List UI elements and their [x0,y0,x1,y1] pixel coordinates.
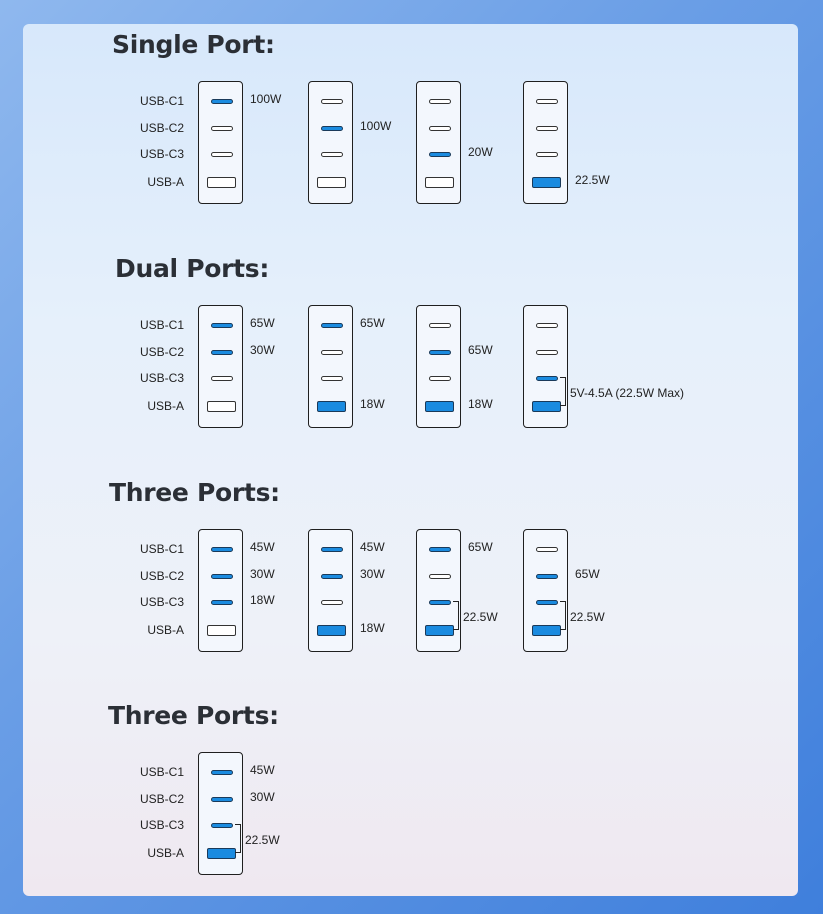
usb-c-port [321,600,343,605]
usb-a-port [532,625,561,636]
charger-diagram [416,529,461,652]
usb-a-port [317,401,346,412]
shared-power-label: 22.5W [570,609,605,624]
power-label: 18W [250,593,275,607]
usb-c-port [321,152,343,157]
port-label: USB-C2 [139,345,184,359]
usb-c-port [536,547,558,552]
usb-a-port [532,177,561,188]
charger-diagram [523,81,568,204]
usb-c-port [429,574,451,579]
port-label: USB-C1 [139,542,184,556]
charger-diagram [198,752,243,875]
power-label: 65W [468,540,493,554]
section-title: Three Ports: [108,701,279,730]
usb-a-port [207,401,236,412]
charger-diagram [308,305,353,428]
usb-c-port [321,126,343,131]
power-label: 65W [360,316,385,330]
usb-c-port [536,350,558,355]
power-label: 65W [250,316,275,330]
usb-c-port [321,99,343,104]
port-label: USB-C1 [139,94,184,108]
usb-c-port [429,350,451,355]
port-label: USB-A [147,846,184,860]
power-label: 30W [360,567,385,581]
usb-c-port [211,797,233,802]
usb-a-port [425,177,454,188]
port-label: USB-C1 [139,318,184,332]
usb-c-port [429,600,451,605]
power-label: 18W [468,397,493,411]
power-label: 22.5W [575,173,610,187]
power-label: 65W [575,567,600,581]
usb-c-port [429,99,451,104]
port-label: USB-A [147,399,184,413]
usb-a-port [317,625,346,636]
usb-c-port [429,376,451,381]
charger-diagram [198,305,243,428]
usb-c-port [211,770,233,775]
usb-c-port [429,126,451,131]
charger-diagram [198,81,243,204]
port-label: USB-C3 [139,595,184,609]
usb-a-port [207,625,236,636]
power-label: 45W [250,540,275,554]
usb-c-port [429,152,451,157]
usb-c-port [536,99,558,104]
usb-c-port [211,152,233,157]
usb-a-port [425,401,454,412]
power-label: 20W [468,145,493,159]
usb-c-port [321,547,343,552]
usb-c-port [211,323,233,328]
port-label: USB-C3 [139,371,184,385]
charger-diagram [523,305,568,428]
usb-a-port [207,177,236,188]
port-label: USB-C3 [139,147,184,161]
usb-c-port [536,574,558,579]
port-label: USB-C2 [139,121,184,135]
charger-diagram [416,81,461,204]
usb-c-port [321,323,343,328]
usb-c-port [536,126,558,131]
usb-c-port [211,600,233,605]
section-title: Dual Ports: [115,254,270,283]
usb-c-port [321,350,343,355]
usb-c-port [211,126,233,131]
shared-power-bracket [453,601,459,630]
port-label: USB-A [147,623,184,637]
usb-c-port [321,574,343,579]
power-label: 100W [250,92,282,106]
shared-power-label: 5V-4.5A (22.5W Max) [570,385,685,400]
usb-c-port [536,323,558,328]
usb-c-port [536,600,558,605]
charger-diagram [198,529,243,652]
power-label: 30W [250,567,275,581]
power-label: 18W [360,621,385,635]
usb-a-port [317,177,346,188]
power-label: 45W [250,763,275,777]
section-title: Single Port: [112,30,275,59]
usb-c-port [211,823,233,828]
shared-power-bracket [560,601,566,630]
port-label: USB-A [147,175,184,189]
usb-c-port [211,547,233,552]
port-label: USB-C2 [139,792,184,806]
power-label: 65W [468,343,493,357]
shared-power-bracket [560,377,566,406]
charger-diagram [416,305,461,428]
power-label: 18W [360,397,385,411]
power-label: 30W [250,343,275,357]
usb-c-port [321,376,343,381]
port-label: USB-C1 [139,765,184,779]
port-label: USB-C3 [139,818,184,832]
charger-diagram [523,529,568,652]
shared-power-label: 22.5W [463,609,498,624]
power-label: 100W [360,119,392,133]
usb-c-port [429,323,451,328]
power-label: 30W [250,790,275,804]
shared-power-bracket [235,824,241,853]
usb-c-port [211,99,233,104]
shared-power-label: 22.5W [245,832,280,847]
usb-c-port [536,376,558,381]
usb-c-port [211,350,233,355]
charger-diagram [308,81,353,204]
charger-diagram [308,529,353,652]
usb-c-port [429,547,451,552]
usb-a-port [532,401,561,412]
usb-c-port [536,152,558,157]
usb-a-port [425,625,454,636]
usb-a-port [207,848,236,859]
section-title: Three Ports: [109,478,280,507]
port-label: USB-C2 [139,569,184,583]
usb-c-port [211,376,233,381]
power-label: 45W [360,540,385,554]
usb-c-port [211,574,233,579]
